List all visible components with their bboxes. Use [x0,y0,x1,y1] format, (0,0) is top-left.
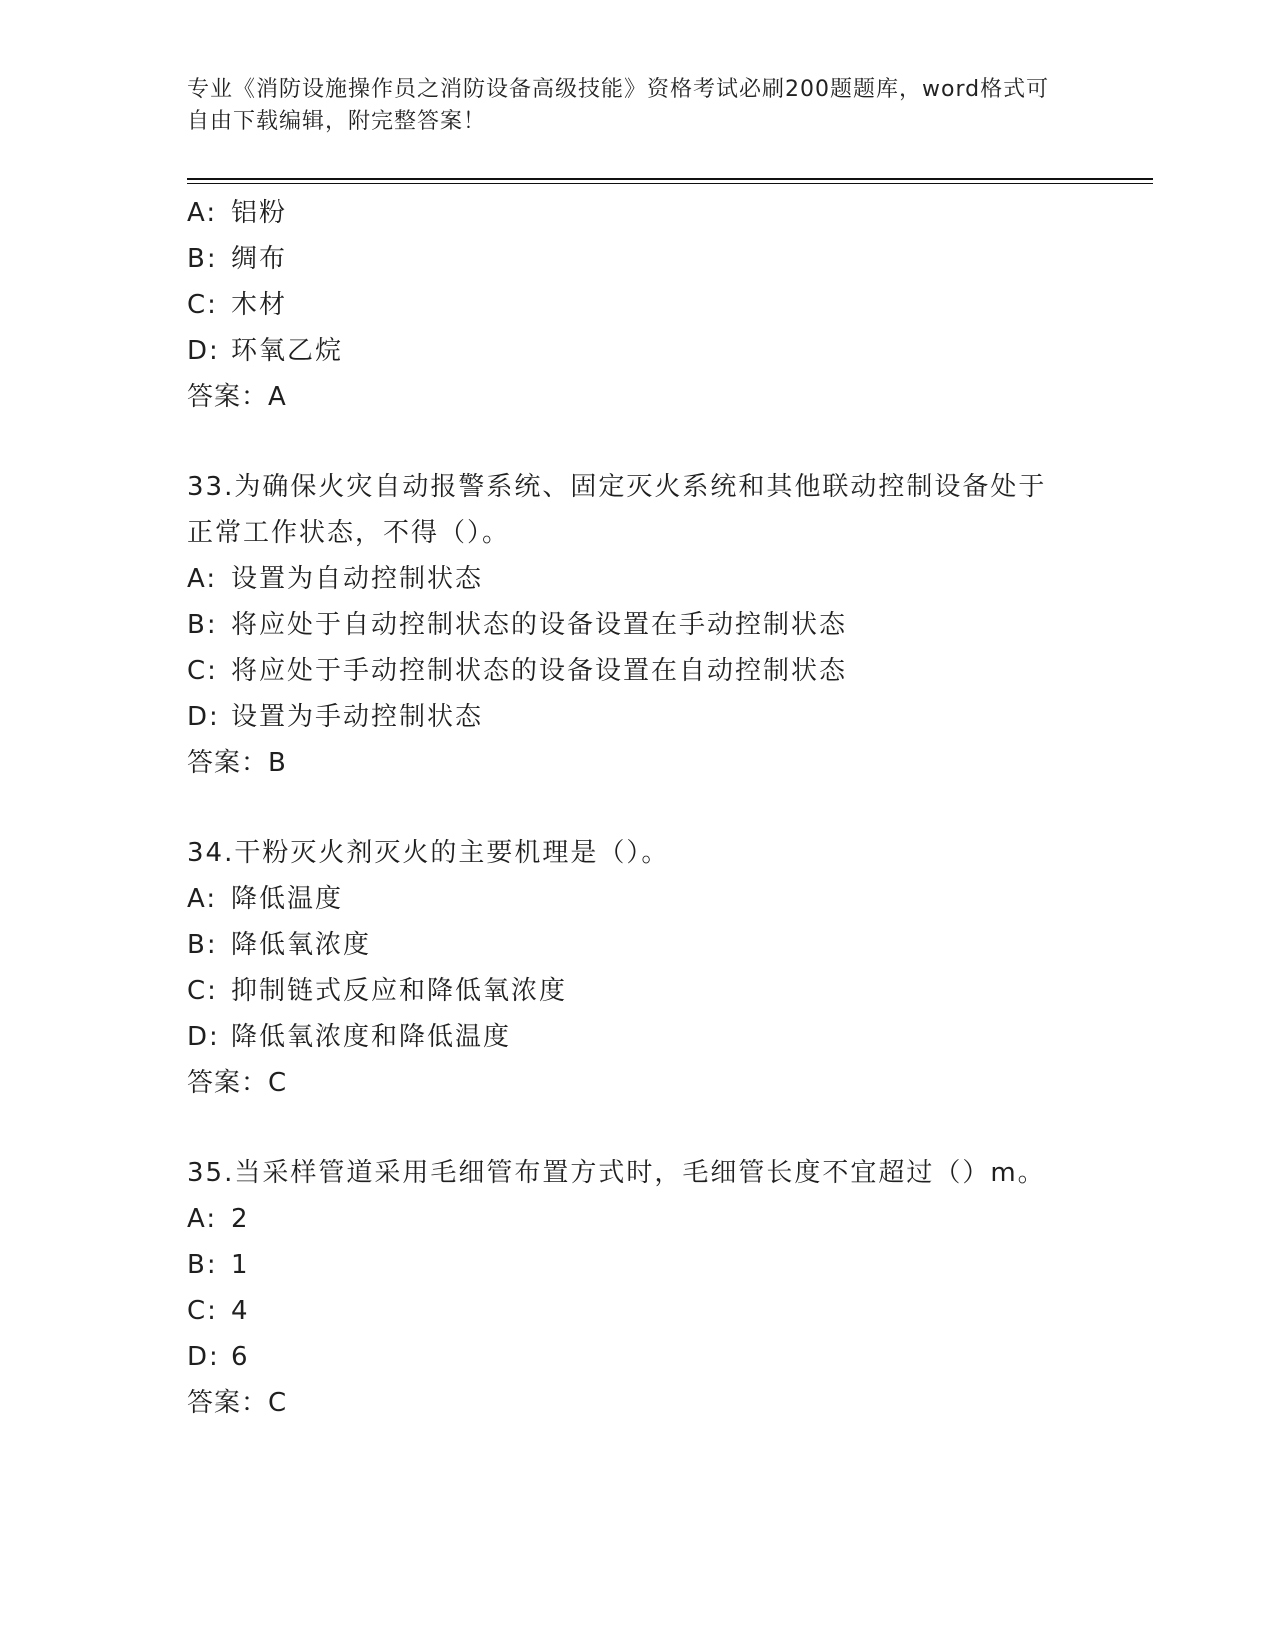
question-stem: 35.当采样管道采用毛细管布置方式时，毛细管长度不宜超过（）m。 [187,1158,1046,1188]
option-b: B: 绸布 [187,244,288,274]
option-a: A: 铝粉 [187,198,288,228]
option-b: B: 将应处于自动控制状态的设备设置在手动控制状态 [187,610,848,640]
option-c: C: 将应处于手动控制状态的设备设置在自动控制状态 [187,656,848,686]
option-b: B: 降低氧浓度 [187,930,372,960]
answer-line: 答案：C [187,1068,288,1098]
question-content [187,190,1087,1426]
document-header: 专业《消防设施操作员之消防设备高级技能》资格考试必刷200题题库，word格式可自由下载编辑，附完整答案！ [187,77,1050,134]
header-rule-thin [187,183,1153,184]
option-d: D: 设置为手动控制状态 [187,702,484,732]
question-stem: 33.为确保火灾自动报警系统、固定灭火系统和其他联动控制设备处于正常工作状态，不得（）。 [187,472,1047,548]
answer-line: 答案：B [187,748,287,778]
question-stem: 34.干粉灭火剂灭火的主要机理是（）。 [187,838,670,868]
option-c: C: 木材 [187,290,288,320]
answer-line: 答案：C [187,1388,288,1418]
header-rule-thick [187,178,1153,180]
option-d: D: 环氧乙烷 [187,336,344,366]
option-c: C: 抑制链式反应和降低氧浓度 [187,976,568,1006]
option-b: B: 1 [187,1250,250,1280]
option-a: A: 2 [187,1204,250,1234]
option-d: D: 6 [187,1342,250,1372]
option-c: C: 4 [187,1296,250,1326]
option-d: D: 降低氧浓度和降低温度 [187,1022,512,1052]
option-a: A: 降低温度 [187,884,344,914]
option-a: A: 设置为自动控制状态 [187,564,484,594]
question-fragment [187,190,1087,420]
question-block [187,1150,1087,1426]
question-block [187,830,1087,1106]
question-block [187,464,1087,786]
answer-line: 答案：A [187,382,287,412]
